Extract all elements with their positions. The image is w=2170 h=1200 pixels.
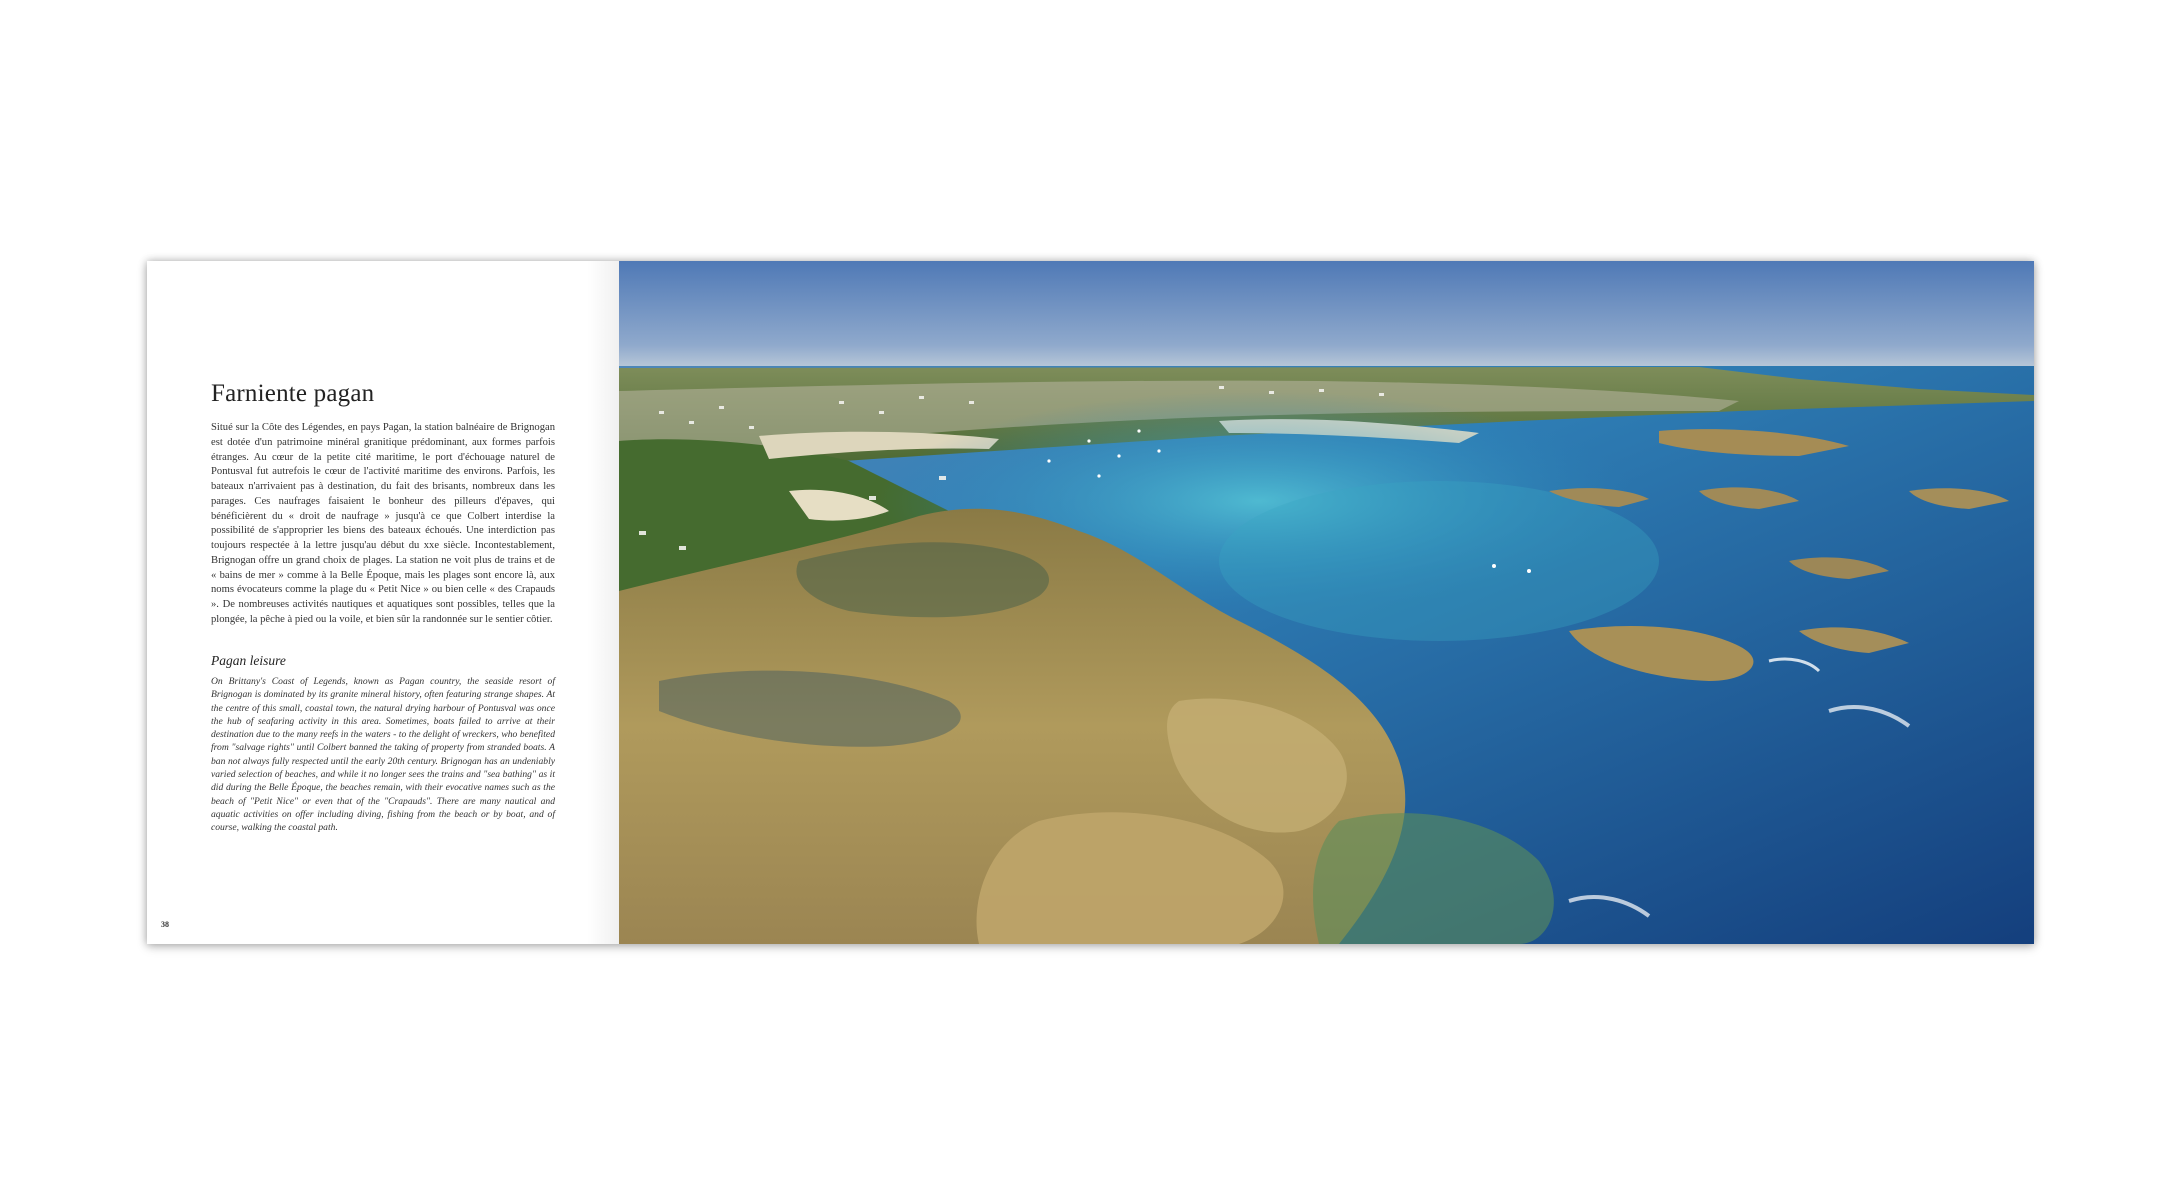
aerial-coastline-photo — [619, 261, 2034, 944]
left-page — [147, 261, 619, 944]
french-body-text: Situé sur la Côte des Légendes, en pays Pagan, la station balnéaire de Brignogan est dotée d'un patrimoine minéral granitique prédominant, aux formes parfois étranges. Au cœur de la petite cité maritime, le port d'échouage naturel de Pontusval fut autrefois le cœur de l'activité maritime des environs. Parfois, les bateaux n'arrivaient pas à destination, du fait des brisants, nombreux dans les parages. Ces naufrages faisaient le bonheur des pilleurs d'épaves, qui bénéficièrent du « droit de naufrage » jusqu'à ce que Colbert interdise la possibilité de s'approprier les biens des bateaux échoués. Une interdiction pas toujours respectée à la lettre jusqu'au début du xxe siècle. Incontestablement, Brignogan offre un grand choix de plages. La station ne voit plus de trains et de « bains de mer » comme à la Belle Époque, mais les plages sont encore là, aux noms évocateurs comme la plage du « Petit Nice » ou bien celle « des Crapauds ». De nombreuses activités nautiques et aquatiques sont possibles, telles que la plongée, la pêche à pied ou la voile, et bien sûr la randonnée sur le sentier côtier. — [211, 422, 555, 625]
english-subtitle: Pagan leisure — [211, 653, 286, 668]
gutter-shadow — [587, 261, 619, 944]
english-body-text: On Brittany's Coast of Legends, known as Pagan country, the seaside resort of Brignogan is dominated by its granite mineral history, often featuring strange shapes. At the centre of this small, coastal town, the natural drying harbour of Pontusval was once the hub of seafaring activity in this area. Sometimes, boats failed to arrive at their destination due to the many reefs in the waters - to the delight of wreckers, who benefited from "salvage rights" until Colbert banned the taking of property from stranded boats. A ban not always fully respected until the early 20th century. Brignogan has an undeniably varied selection of beaches, and while it no longer sees the trains and "sea bathing" as it did during the Belle Époque, the beaches remain, with their evocative names such as the beach of "Petit Nice" or even that of the "Crapauds". There are many nautical and aquatic activities on offer including diving, fishing from the beach or by boat, and of course, walking the coastal path. — [211, 676, 555, 834]
page-number: 38 — [161, 920, 169, 929]
page-title: Farniente pagan — [211, 380, 375, 407]
photo-illustration — [619, 261, 2034, 944]
book-spread — [147, 261, 2034, 944]
